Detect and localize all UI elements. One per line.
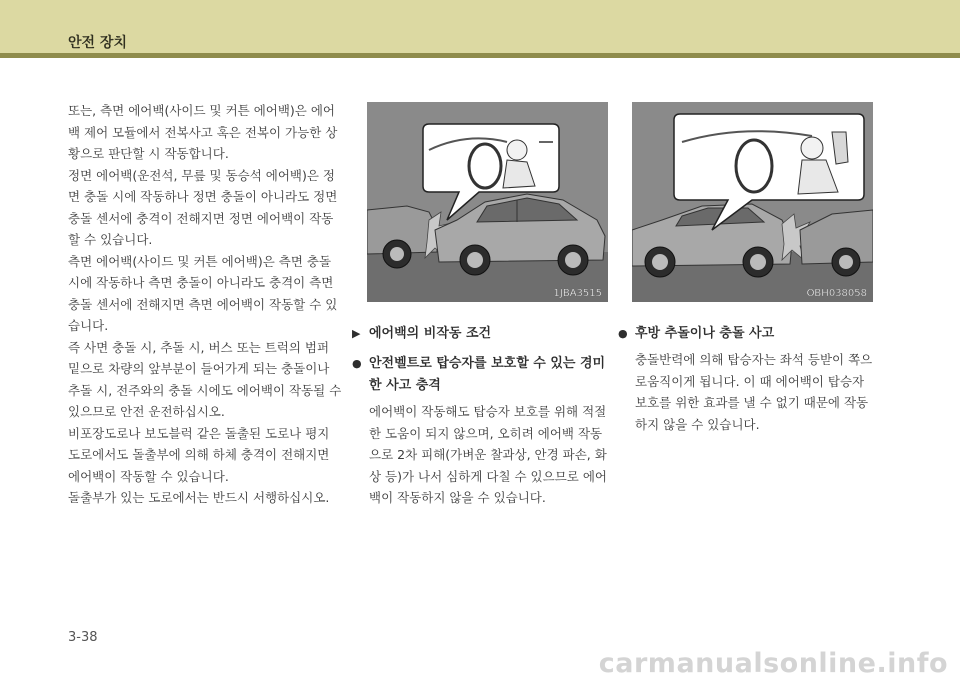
- header-rule: [0, 53, 960, 58]
- collision-drawing: [367, 102, 608, 302]
- paragraph: 돌출부가 있는 도로에서는 반드시 서행하십시오.: [68, 490, 330, 505]
- item-body: 충돌반력에 의해 탑승자는 좌석 등받이 쪽으로움직이게 됩니다. 이 때 에어백이 탑승자 보호를 위한 효과를 낼 수 없기 때문에 작동하지 않을 수 있습니다.: [635, 352, 873, 432]
- heading-text: 후방 추돌이나 충돌 사고: [635, 326, 775, 341]
- paragraph: 비포장도로나 보도블럭 같은 돌출된 도로나 평지 도로에서도 돌출부에 의해 하체 충격이 전해지면 에어백이 작동할 수 있습니다.: [68, 425, 330, 484]
- left-column: [68, 100, 343, 509]
- item-body: 에어백이 작동해도 탑승자 보호를 위해 적절한 도움이 되지 않으며, 오히려 에어백 작동으로 2차 피해(가벼운 찰과상, 안경 파손, 화상 등)가 나서 심하게 다칠 수 있으므로 에어백이 작동하지 않을 수 있습니다.: [369, 404, 607, 505]
- collision-illustration: [367, 102, 608, 302]
- arrow-bullet-icon: ▶: [352, 327, 361, 340]
- page-number: 3-38: [68, 630, 98, 645]
- dot-bullet-icon: ●: [618, 327, 628, 340]
- figure-code: OBH038058: [806, 288, 867, 299]
- watermark: carmanualsonline.info: [598, 648, 948, 679]
- paragraph: 측면 에어백(사이드 및 커튼 에어백)은 측면 충돌 시에 작동하나 측면 충돌이 아니라도 충격이 측면 충돌 센서에 전해지면 측면 에어백이 작동할 수 있습니다.: [68, 253, 338, 333]
- heading-text: 에어백의 비작동 조건: [369, 326, 492, 341]
- paragraph: 즉 사면 충돌 시, 추돌 시, 버스 또는 트럭의 범퍼 밑으로 차량의 앞부분이 들어가게 되는 충돌이나 추돌 시, 전주와의 충돌 시에도 에어백이 작동될 수 있으므로 안전 운전하십시오.: [68, 339, 342, 419]
- header-bar: [0, 0, 960, 53]
- rear-collision-illustration: [632, 102, 873, 302]
- paragraph: 정면 에어백(운전석, 무릎 및 동승석 에어백)은 정면 충돌 시에 작동하나 정면 충돌이 아니라도 정면 충돌 센서에 충격이 전해지면 정면 에어백이 작동할 수 있습니다.: [68, 167, 338, 247]
- right-column: [618, 323, 878, 435]
- middle-column: [352, 323, 612, 509]
- heading-text: 안전벨트로 탑승자를 보호할 수 있는 경미한 사고 충격: [369, 356, 606, 393]
- section-title: 안전 장치: [68, 35, 127, 51]
- subsection-heading: [352, 323, 612, 345]
- figure-code: 1JBA3515: [553, 288, 602, 299]
- rear-collision-drawing: [632, 102, 873, 302]
- paragraph: 또는, 측면 에어백(사이드 및 커튼 에어백)은 에어백 제어 모듈에서 전복사고 혹은 전복이 가능한 상황으로 판단할 시 작동합니다.: [68, 103, 338, 161]
- item-heading: [618, 323, 878, 345]
- item-heading: [352, 353, 612, 397]
- dot-bullet-icon: ●: [352, 357, 362, 370]
